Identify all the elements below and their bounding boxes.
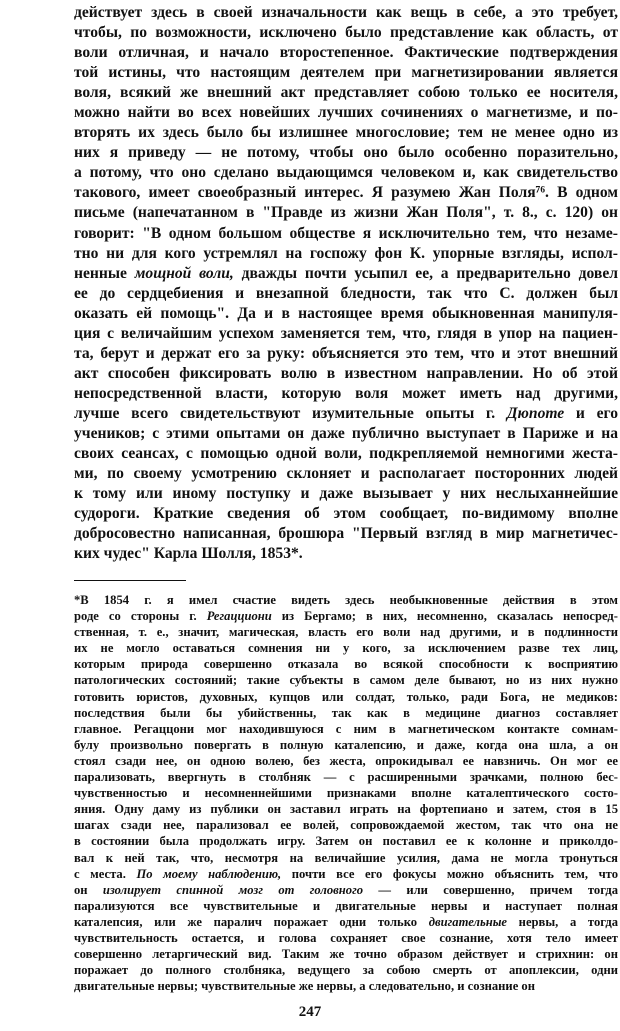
footnote-line: поражает до полного столбняка, ведущего за собою смерть от апоплексии, одни bbox=[74, 963, 618, 978]
footnote-line: он изолирует спинной мозг от головного — или совершенно, причем тогда bbox=[74, 882, 618, 897]
text-line: непосредственной власти, которую воля может иметь над другими, bbox=[74, 384, 618, 402]
text-line: тно ни для кого устремлял на госпожу фон К. упорные взгляды, испол- bbox=[74, 244, 618, 262]
text-line: акт способен фиксировать волю в известном направлении. Но об этой bbox=[74, 364, 618, 382]
text-line: письме (напечатанном в "Правде из жизни Жан Поля", т. 8., с. 120) он bbox=[74, 204, 618, 222]
text-line: действует здесь в своей изначальности как вещь в себе, а это требует, bbox=[74, 4, 618, 21]
text-line: лучше всего свидетельствуют изумительные опыты г. Дюпоте и его bbox=[74, 404, 618, 422]
footnote-line: роде со стороны г. Регацциони из Бергамо; в них, несомненно, сказалась непосред- bbox=[74, 609, 618, 624]
text-line: судороги. Краткие сведения об этом сообщает, по-видимому вполне bbox=[74, 505, 618, 523]
footnote-line: вал к ней так, что, несмотря на величайшие усилия, дама не могла тронуться bbox=[74, 850, 618, 865]
footnote-line: каталепсия, или же паралич поражает одни только двигательные нервы, а тогда bbox=[74, 914, 618, 929]
text-line: добросовестно написанная, брошюра "Первый взгляд в мир магнетичес- bbox=[74, 525, 618, 543]
footnote-line: главное. Регаццони мог находившуюся с ним в магнетическом контакте сомнам- bbox=[74, 721, 618, 736]
footnote-line: булу произвольно повергать в полную каталепсию, и даже, когда она шла, а он bbox=[74, 737, 618, 752]
text-line: них я приведу — не потому, чтобы оно было особенно поразительно, bbox=[74, 144, 618, 162]
main-text bbox=[74, 3, 618, 564]
footnote-line: парализовать, ввергнуть в столбняк — с расширенными зрачками, полною бес- bbox=[74, 770, 618, 785]
footnote-line: ственная, т. е., значит, магическая, власть его воли над другими, и в подлинности bbox=[74, 625, 618, 640]
footnote-line: парализуются все чувствительные и двигательные нервы и наступает полная bbox=[74, 898, 618, 913]
footnote-line: последствия были бы убийственны, так как в медицине диагноз составляет bbox=[74, 705, 618, 720]
text-line: учеников; с этими опытами он даже публично выступает в Париже и на bbox=[74, 424, 618, 442]
text-line: можно найти во всех новейших лучших сочинениях о магнетизме, и по- bbox=[74, 104, 618, 122]
page-number: 247 bbox=[298, 1004, 322, 1020]
footnote-line: чувственностью и несомненнейшими признаками вполне каталептического состо- bbox=[74, 786, 618, 801]
text-line: ция с величайшим успехом заменяется тем, что, глядя в упор на пациен- bbox=[74, 324, 618, 342]
text-line: оказать ей помощь". Да и в настоящее время обыкновенная манипуля- bbox=[74, 304, 618, 322]
footnote-line: яния. Одну даму из публики он заставил играть на фортепиано и затем, стоя в 15 bbox=[74, 802, 618, 817]
footnote-line: с места. По моему наблюдению, почти все его фокусы можно объяснить тем, что bbox=[74, 866, 618, 881]
text-line: та, берут и держат его за руку: объясняется это тем, что и этот внешний bbox=[74, 344, 618, 362]
text-line: такового, имеет своеобразный интерес. Я разумею Жан Поля⁷⁶. В одном bbox=[74, 184, 618, 202]
footnote-line: готовить юристов, духовных, купцов или солдат, только, ради Бога, не медиков: bbox=[74, 689, 618, 704]
footnote-line: которым природа совершенно отказала во всякой способности к восприятию bbox=[74, 657, 618, 672]
text-line: воля, всякий же внешний акт представляет собою только ее носителя, bbox=[74, 84, 618, 102]
footnote-line: чувствительность остается, и голова сохраняет свое сознание, хотя тело имеет bbox=[74, 930, 618, 945]
text-line: воли отличная, и начало второстепенное. Фактические подтверждения bbox=[74, 44, 618, 62]
text-line: ее до сердцебиения и внезапной бледности, так что С. должен был bbox=[74, 284, 618, 302]
footnote-line: их не могло оставаться сомнения ни у кого, за исключением разве тех лиц, bbox=[74, 641, 618, 656]
footnote-line: совершенно летаргический вид. Таким же точно образом действует и стрихнин: он bbox=[74, 947, 618, 962]
text-line: к тому или иному поступку и даже вызывает у них неслыханнейшие bbox=[74, 485, 618, 503]
text-line: чтобы, по возможности, исключено было представление как область, от bbox=[74, 24, 618, 42]
text-line: той истины, что настоящим деятелем при магнетизировании является bbox=[74, 64, 618, 82]
text-line: ми, по своему усмотрению склоняет и располагает посторонних людей bbox=[74, 465, 618, 483]
text-line: ких чудес" Карла Шолля, 1853*. bbox=[74, 545, 303, 563]
footnote-line: патологических состояний; такие субъекты в самом деле бывают, но из них нужно bbox=[74, 673, 618, 688]
text-line: вторять их здесь было бы излишнее многословие; тем не менее одно из bbox=[74, 124, 618, 142]
footnote-line: двигательные нервы; чувствительные же нервы, а следовательно, и сознание он bbox=[74, 979, 535, 994]
text-line: своих сеансах, с помощью одной воли, подкрепляемой немногими жеста- bbox=[74, 445, 618, 463]
footnote-line: в состоянии была продолжать игру. Затем он поставил ее к колонне и приколдо- bbox=[74, 834, 618, 849]
footnote-line: *В 1854 г. я имел счастие видеть здесь необыкновенные действия в этом bbox=[74, 593, 618, 607]
footnote-line: стоял сзади нее, он одною волею, без жеста, опрокидывал ее навзничь. Он мог ее bbox=[74, 753, 618, 768]
text-line: говорит: "В одном большом обществе я исключительно тем, что незаме- bbox=[74, 224, 618, 242]
footnote bbox=[74, 592, 618, 994]
text-line: ненные мощной воли, дважды почти усыпил ее, а предварительно довел bbox=[74, 264, 618, 282]
footnote-separator bbox=[74, 580, 186, 581]
text-line: а потому, что оно сделано выдающимся человеком и, как свидетельство bbox=[74, 164, 618, 182]
footnote-line: шагах сзади нее, парализовал ее волей, сопровождаемой жестом, так что она не bbox=[74, 818, 618, 833]
